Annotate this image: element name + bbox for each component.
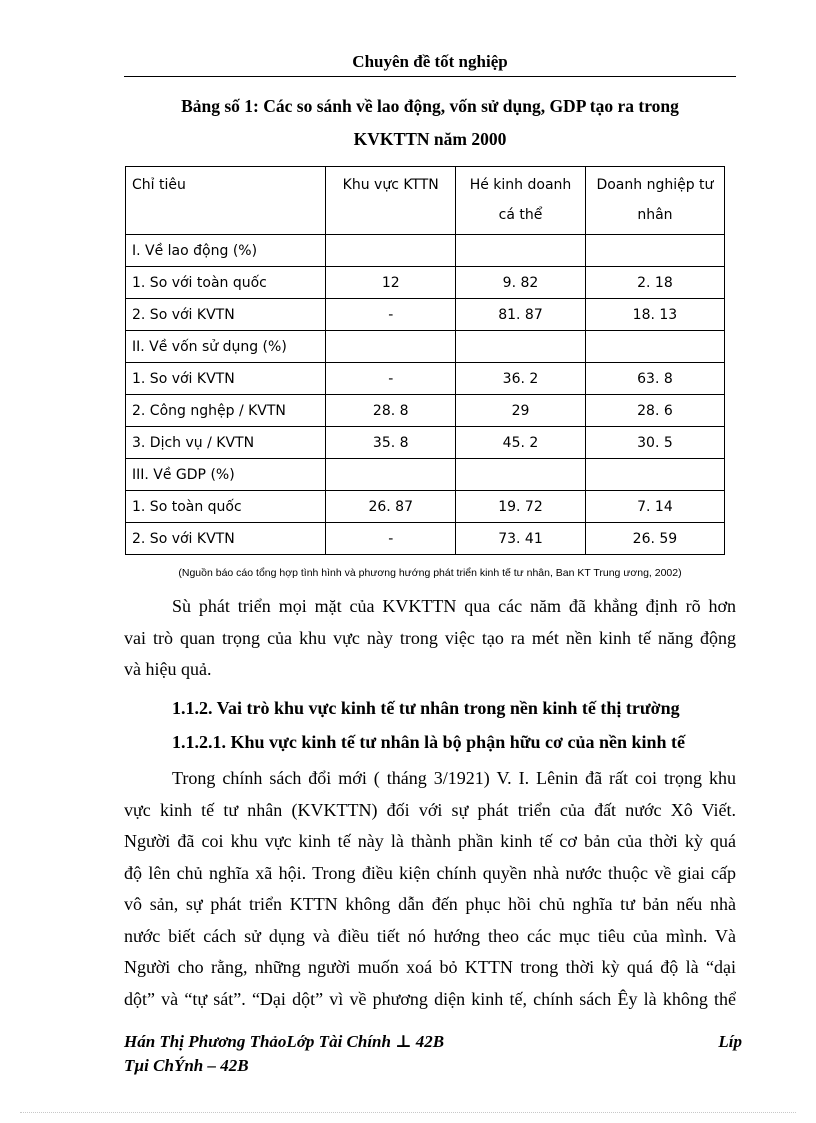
table-cell <box>456 331 586 363</box>
page-footer <box>124 1030 742 1078</box>
table-row <box>126 491 725 523</box>
table-cell: 3. Dịch vụ / KVTN <box>126 427 326 459</box>
table-cell: 73. 41 <box>456 523 586 555</box>
table-title-line1: Bảng số 1: Các so sánh về lao động, vốn sử dụng, GDP tạo ra trong <box>181 96 679 116</box>
table-cell: 35. 8 <box>326 427 456 459</box>
text-line: nước biết cách sử dụng và điều tiết nó hướng theo các mục tiêu của mình. Và <box>124 925 736 946</box>
table-cell <box>585 459 724 491</box>
footer-author: Hán Thị Phương ThảoLớp Tài Chính ⊥ 42B <box>124 1032 445 1051</box>
table-cell: 7. 14 <box>585 491 724 523</box>
table-source-note: (Nguồn báo cáo tổng hợp tình hình và phương hướng phát triển kinh tế tư nhân, Ban KT Trung ương, 2002) <box>178 567 682 579</box>
text-line: dột” và “tự sát”. “Dại dột” vì về phương diện kinh tế, chính sách Êy là không thể <box>124 988 736 1009</box>
table-cell: 1. So toàn quốc <box>126 491 326 523</box>
table-cell: 63. 8 <box>585 363 724 395</box>
table-cell: - <box>326 363 456 395</box>
table-row <box>126 523 725 555</box>
text-line: vô sản, sự phát triển KTTN không dẫn đến phục hồi chủ nghĩa tư bản nếu nhà <box>124 894 736 914</box>
table-cell: 36. 2 <box>456 363 586 395</box>
table-cell: I. Về lao động (%) <box>126 235 326 267</box>
section-heading-1-1-2-1: 1.1.2.1. Khu vực kinh tế tư nhân là bộ phận hữu cơ của nền kinh tế <box>172 732 686 752</box>
footer-class: Tµi ChÝnh – 42B <box>124 1056 249 1075</box>
table-cell: 26. 87 <box>326 491 456 523</box>
table-cell: 9. 82 <box>456 267 586 299</box>
table-cell: - <box>326 523 456 555</box>
table-row <box>126 395 725 427</box>
body-paragraph-2 <box>124 763 736 1015</box>
table-cell <box>585 331 724 363</box>
body-paragraph-1 <box>124 591 736 686</box>
table-cell: 81. 87 <box>456 299 586 331</box>
table-cell: III. Về GDP (%) <box>126 459 326 491</box>
table-cell: 12 <box>326 267 456 299</box>
header-rule <box>124 76 736 77</box>
table-cell: 1. So với toàn quốc <box>126 267 326 299</box>
comparison-table <box>125 166 725 555</box>
table-cell <box>456 235 586 267</box>
table-header-cell: Chỉ tiêu <box>126 167 326 235</box>
text-line: Trong chính sách đổi mới ( tháng 3/1921) V. I. Lênin đã rất coi trọng khu <box>172 768 736 788</box>
text-line: vực kinh tế tư nhân (KVKTTN) đối với sự phát triển của đất nước Xô Viết. <box>124 799 736 820</box>
table-cell: 2. Công nghệp / KVTN <box>126 395 326 427</box>
text-line: Sù phát triển mọi mặt của KVKTTN qua các năm đã khẳng định rõ hơn <box>172 596 736 616</box>
text-line: và hiệu quả. <box>124 659 212 679</box>
table-cell: 30. 5 <box>585 427 724 459</box>
page-header-title: Chuyên đề tốt nghiệp <box>352 52 508 71</box>
table-cell: 26. 59 <box>585 523 724 555</box>
table-cell: 29 <box>456 395 586 427</box>
table-header-cell: Hé kinh doanh cá thể <box>456 167 586 235</box>
page-bottom-border <box>20 1112 796 1113</box>
table-row <box>126 459 725 491</box>
table-title-line2: KVKTTN năm 2000 <box>353 129 507 149</box>
table-cell: II. Về vốn sử dụng (%) <box>126 331 326 363</box>
text-line: Người cho rằng, những người muốn xoá bỏ KTTN trong thời kỳ quá độ là “dại <box>124 957 736 977</box>
table-row <box>126 235 725 267</box>
table-cell <box>585 235 724 267</box>
table-cell: 45. 2 <box>456 427 586 459</box>
table-row <box>126 427 725 459</box>
table-cell <box>326 235 456 267</box>
text-line: độ lên chủ nghĩa xã hội. Trong điều kiện chính quyền nhà nước thuộc về giai cấp <box>124 862 736 883</box>
table-cell: 28. 6 <box>585 395 724 427</box>
text-line: Người đã coi khu vực kinh tế này là thành phần kinh tế cơ bản của thời kỳ quá <box>124 831 736 851</box>
table-cell: 18. 13 <box>585 299 724 331</box>
table-row <box>126 267 725 299</box>
table-cell <box>326 459 456 491</box>
table-header-cell: Khu vực KTTN <box>326 167 456 235</box>
table-row <box>126 363 725 395</box>
table-header-row <box>126 167 725 235</box>
table-cell: 1. So với KVTN <box>126 363 326 395</box>
table-cell: - <box>326 299 456 331</box>
text-line: vai trò quan trọng của khu vực này trong việc tạo ra mét nền kinh tế năng động <box>124 627 736 648</box>
table-cell <box>456 459 586 491</box>
table-cell: 2. 18 <box>585 267 724 299</box>
table-cell: 19. 72 <box>456 491 586 523</box>
table-cell <box>326 331 456 363</box>
table-header-cell: Doanh nghiệp tư nhân <box>585 167 724 235</box>
table-row <box>126 299 725 331</box>
table-cell: 2. So với KVTN <box>126 299 326 331</box>
section-heading-1-1-2: 1.1.2. Vai trò khu vực kinh tế tư nhân trong nền kinh tế thị trường <box>172 698 680 718</box>
footer-right-text: Líp <box>718 1032 742 1051</box>
table-row <box>126 331 725 363</box>
table-cell: 2. So với KVTN <box>126 523 326 555</box>
table-cell: 28. 8 <box>326 395 456 427</box>
